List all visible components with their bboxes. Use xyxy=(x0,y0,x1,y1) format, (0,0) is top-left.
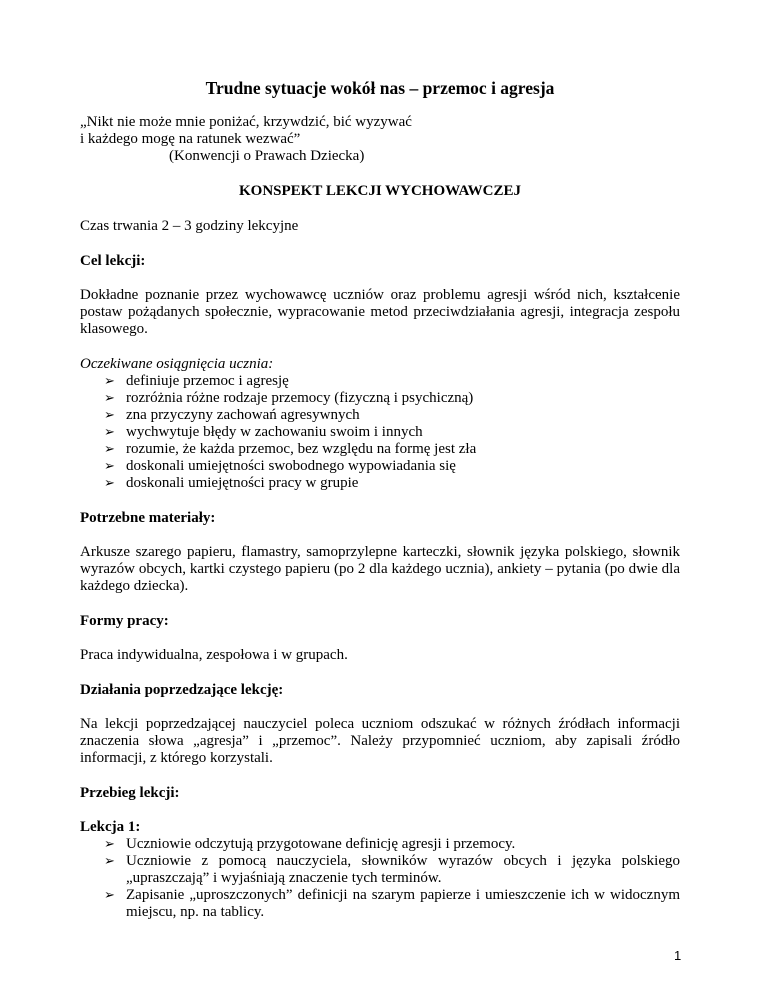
quote-line-1: „Nikt nie może mnie poniżać, krzywdzić, bić wyzywać xyxy=(80,114,412,130)
materials-heading: Potrzebne materiały: xyxy=(80,510,216,526)
page-number: 1 xyxy=(674,948,682,963)
list-item: ➢ Uczniowie z pomocą nauczyciela, słowników wyrazów obcych i języka polskiego „upraszczają” i wyjaśniają znaczenie tych terminów. xyxy=(104,853,680,887)
page-title: Trudne sytuacje wokół nas – przemoc i agresja xyxy=(205,78,555,98)
goal-heading: Cel lekcji: xyxy=(80,253,146,269)
document-page xyxy=(80,78,680,921)
goal-text: Dokładne poznanie przez wychowawcę uczniów oraz problemu agresji wśród nich, kształcenie postaw pożądanych społecznie, wypracowanie metod przeciwdziałania agresji, integracja zespołu klasowego. xyxy=(80,287,680,337)
preliminary-heading: Działania poprzedzające lekcję: xyxy=(80,682,284,698)
list-item: ➢ rozróżnia różne rodzaje przemocy (fizyczną i psychiczną) xyxy=(104,390,680,407)
lesson1-list xyxy=(80,836,680,921)
list-item: ➢ wychwytuje błędy w zachowaniu swoim i innych xyxy=(104,424,680,441)
motto-quote xyxy=(80,114,680,165)
list-item: ➢ doskonali umiejętności pracy w grupie xyxy=(104,475,680,492)
list-item: ➢ Zapisanie „uproszczonych” definicji na szarym papierze i umieszczenie ich w widocznym miejscu, np. na tablicy. xyxy=(104,887,680,921)
materials-text: Arkusze szarego papieru, flamastry, samoprzylepne karteczki, słownik języka polskiego, słownik wyrazów obcych, kartki czystego papieru (po 2 dla każdego ucznia), ankiety – pytania (po dwie dla każdego dziecka). xyxy=(80,544,680,594)
outcomes-heading: Oczekiwane osiągnięcia ucznia: xyxy=(80,356,274,372)
outcomes-list xyxy=(80,373,680,492)
forms-text: Praca indywidualna, zespołowa i w grupach. xyxy=(80,647,348,663)
list-item: ➢ doskonali umiejętności swobodnego wypowiadania się xyxy=(104,458,680,475)
list-item: ➢ zna przyczyny zachowań agresywnych xyxy=(104,407,680,424)
quote-source: (Konwencji o Prawach Dziecka) xyxy=(169,148,365,164)
preliminary-text: Na lekcji poprzedzającej nauczyciel poleca uczniom odszukać w różnych źródłach informacji znaczenia słowa „agresja” i „przemoc”. Należy przypomnieć uczniom, aby zapisali źródło informacji, z którego korzystali. xyxy=(80,716,680,766)
list-item: ➢ Uczniowie odczytują przygotowane definicję agresji i przemocy. xyxy=(104,836,680,853)
list-item: ➢ definiuje przemoc i agresję xyxy=(104,373,680,390)
course-heading: Przebieg lekcji: xyxy=(80,785,180,801)
duration-text: Czas trwania 2 – 3 godziny lekcyjne xyxy=(80,218,299,234)
section-subtitle: KONSPEKT LEKCJI WYCHOWAWCZEJ xyxy=(238,183,521,199)
forms-heading: Formy pracy: xyxy=(80,613,169,629)
list-item: ➢ rozumie, że każda przemoc, bez względu na formę jest zła xyxy=(104,441,680,458)
lesson1-heading: Lekcja 1: xyxy=(80,819,141,835)
quote-line-2: i każdego mogę na ratunek wezwać” xyxy=(80,131,301,147)
